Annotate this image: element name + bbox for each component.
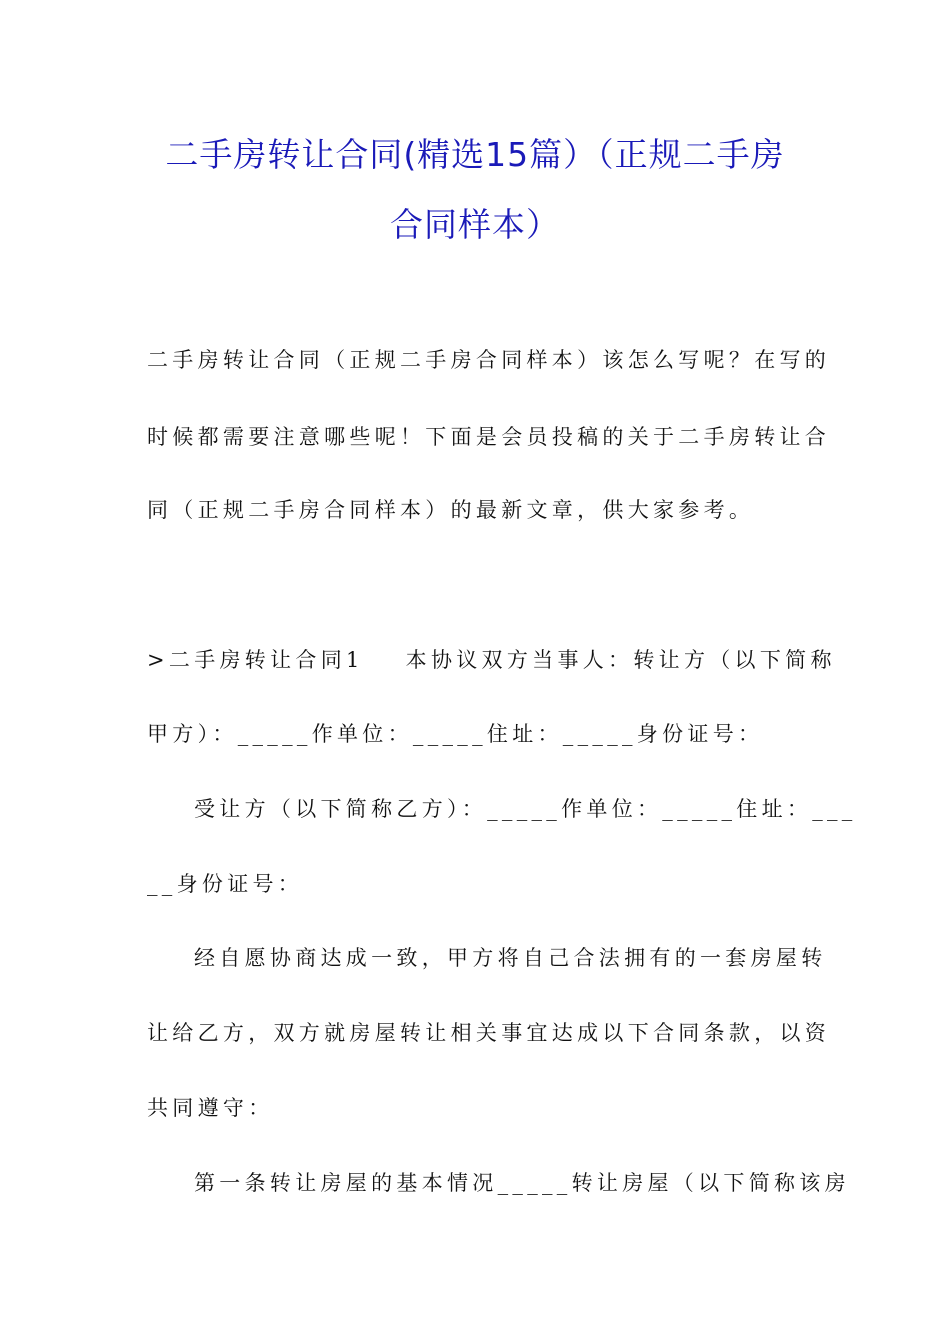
section-1-line-3: 受让方（以下简称乙方）：_____作单位：_____住址：___ — [194, 797, 857, 821]
document-title-line-2: 合同样本） — [390, 205, 560, 244]
section-1-line-4: __身份证号： — [147, 872, 304, 896]
section-1-line-7: 共同遵守： — [147, 1096, 274, 1120]
intro-line-2: 时候都需要注意哪些呢！下面是会员投稿的关于二手房转让合 — [147, 425, 831, 449]
intro-line-3: 同（正规二手房合同样本）的最新文章，供大家参考。 — [147, 498, 755, 522]
section-1-line-5: 经自愿协商达成一致，甲方将自己合法拥有的一套房屋转 — [194, 946, 827, 970]
section-1-heading: >二手房转让合同1 — [147, 648, 364, 672]
section-1-line-1-rest: 本协议双方当事人：转让方（以下简称 — [405, 648, 836, 672]
section-1-line-6: 让给乙方，双方就房屋转让相关事宜达成以下合同条款，以资 — [147, 1021, 831, 1045]
section-1-line-2: 甲方）：_____作单位：_____住址：_____身份证号： — [147, 722, 764, 746]
section-1-line-8: 第一条转让房屋的基本情况_____转让房屋（以下简称该房 — [194, 1171, 850, 1195]
intro-line-1: 二手房转让合同（正规二手房合同样本）该怎么写呢？在写的 — [147, 348, 831, 372]
document-title-line-1: 二手房转让合同(精选15篇）（正规二手房 — [165, 135, 785, 174]
section-1-first-line — [147, 646, 836, 674]
